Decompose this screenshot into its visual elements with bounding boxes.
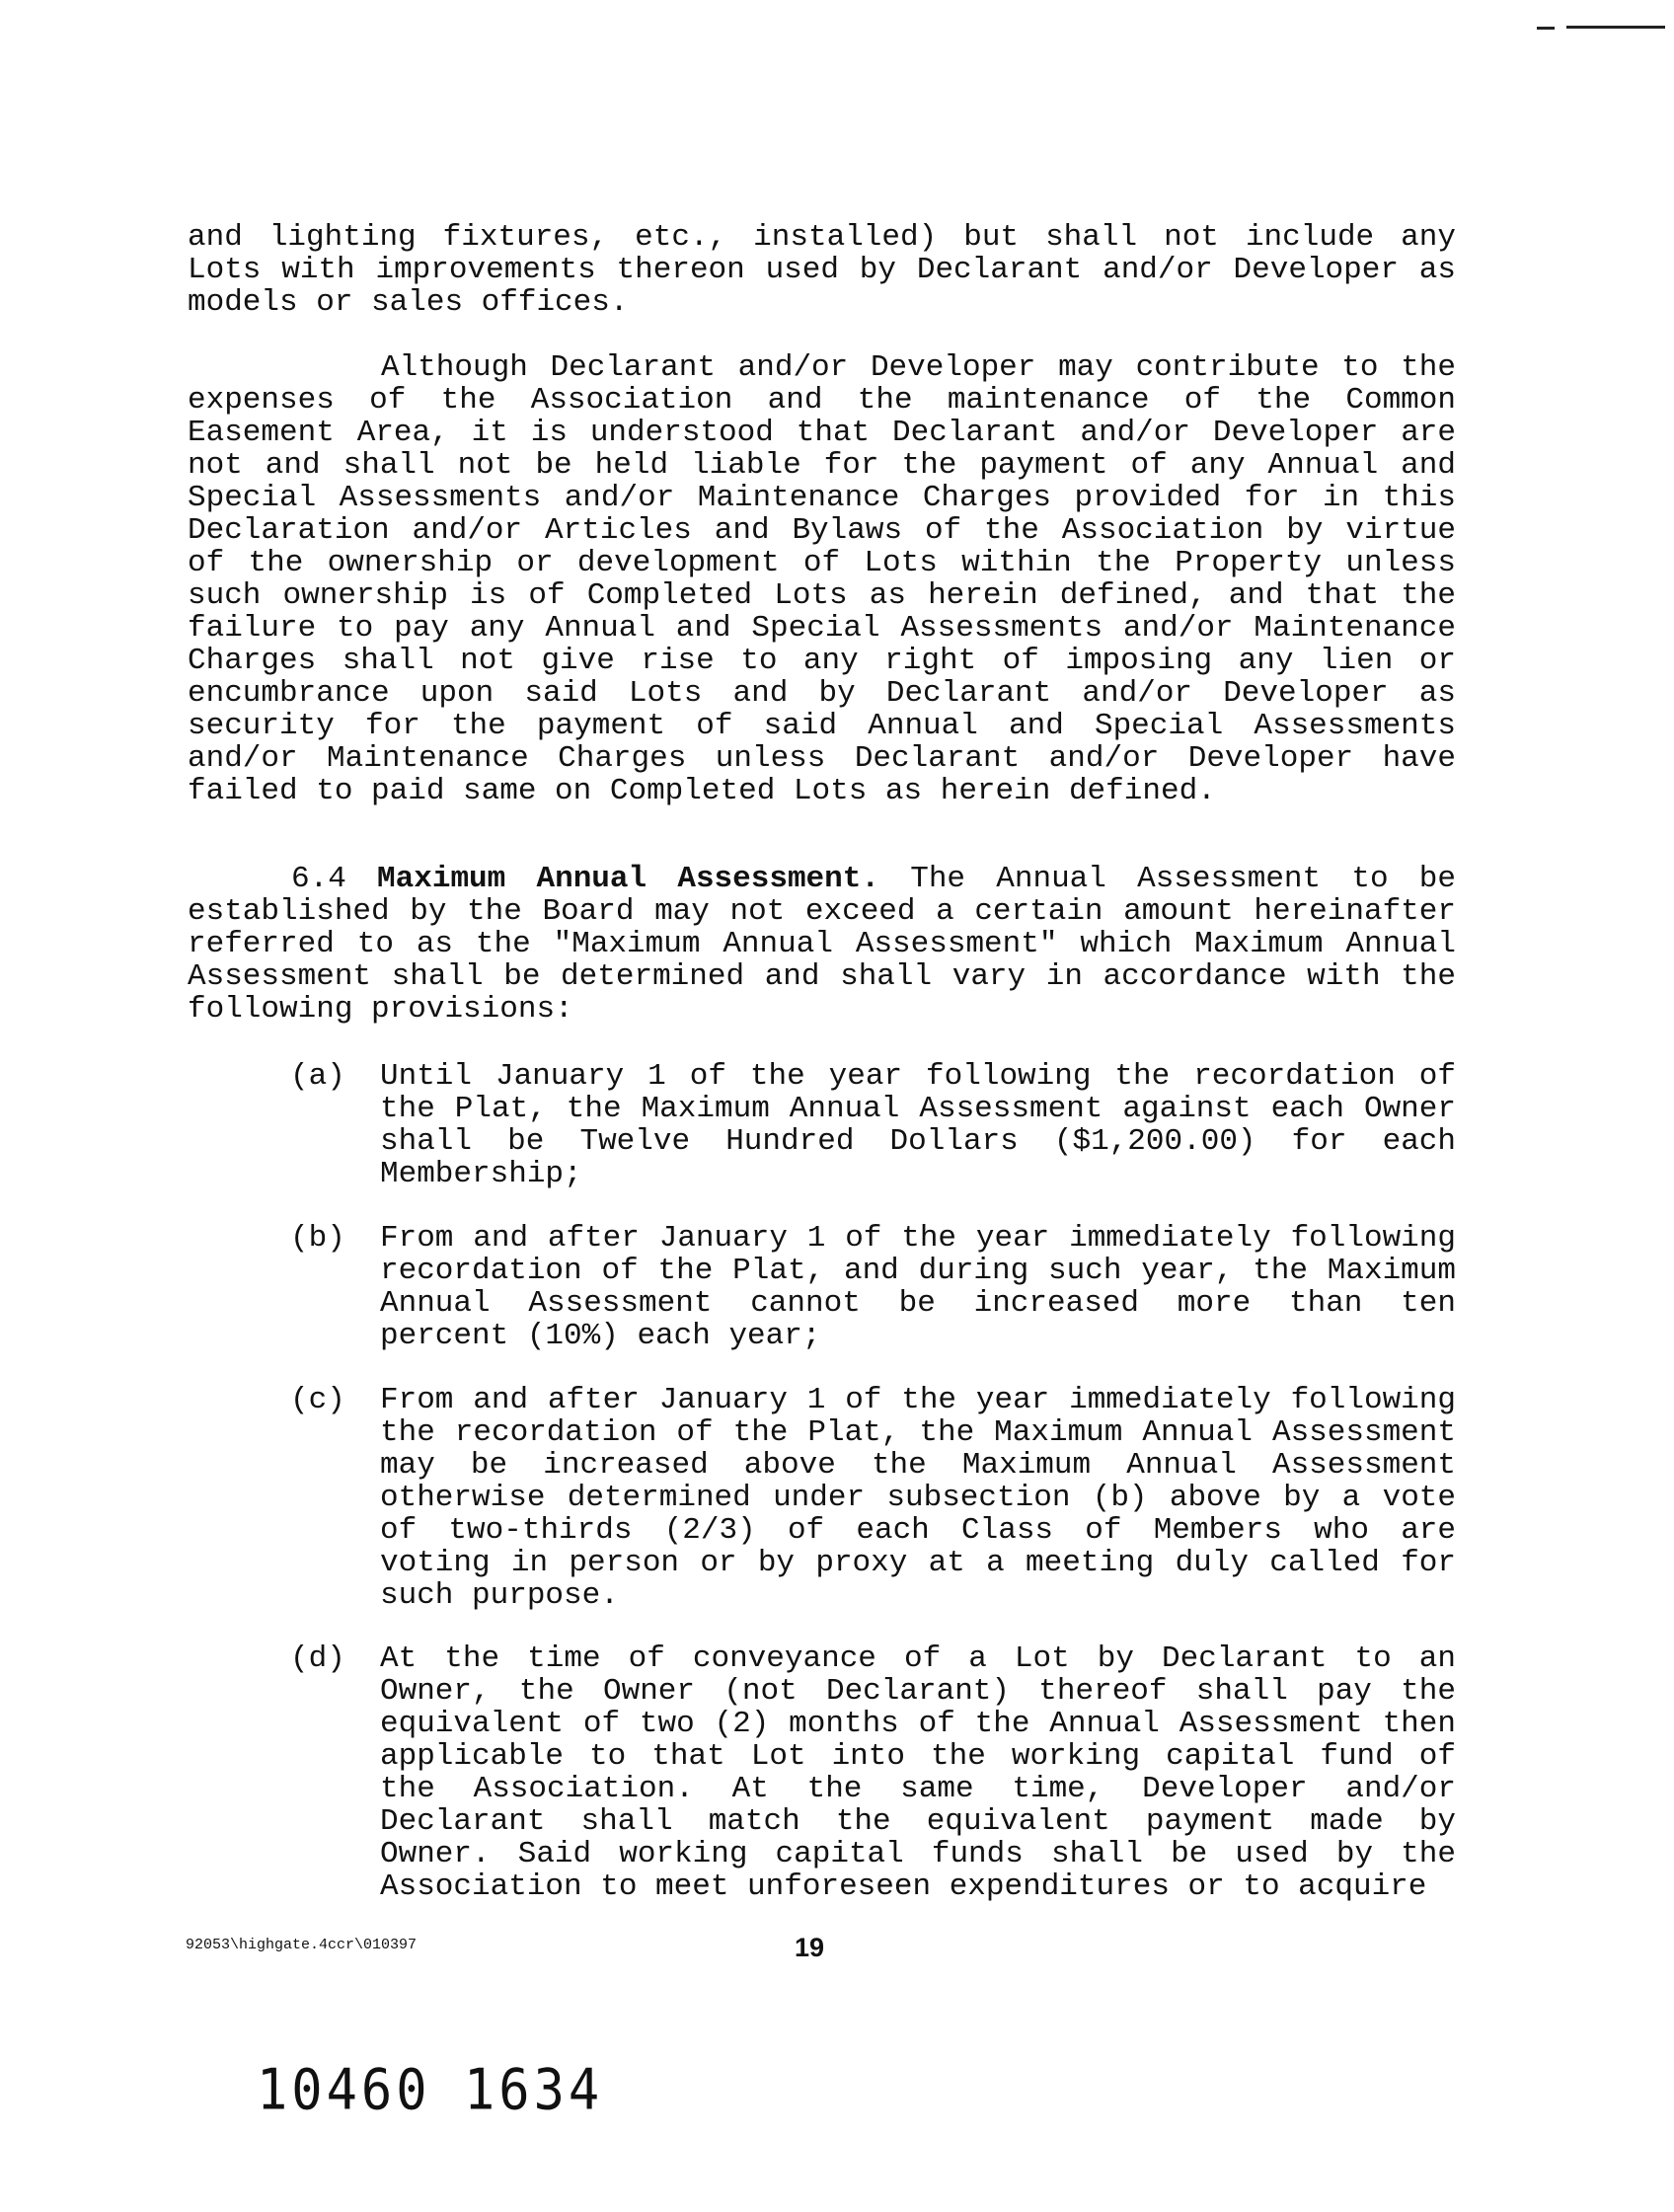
paragraph-continued: and lighting fixtures, etc., installed) but shall not include any Lots with improvements thereon used by Declarant and/or Developer as models or sales offices.: [188, 220, 1456, 320]
item-label: (a): [290, 1059, 345, 1094]
section-6-4: [188, 863, 1456, 1026]
item-label: (b): [290, 1221, 345, 1256]
item-text: At the time of conveyance of a Lot by Declarant to an Owner, the Owner (not Declarant) thereof shall pay the equivalent of two (2) months of the Annual Assessment then applicable to that Lot into the working capital fund of the Association. At the same time, Developer and/or Declarant shall match the equivalent payment made by Owner. Said working capital funds shall be used by the Association to meet unforeseen expenditures or to acquire: [380, 1641, 1456, 1904]
paragraph-declarant-liability: Although Declarant and/or Developer may contribute to the expenses of the Association and the maintenance of the Common Easement Area, it is understood that Declarant and/or Developer are not and shall not be held liable for the payment of any Annual and Special Assessments and/or Maintenance Charges provided for in this Declaration and/or Articles and Bylaws of the Association by virtue of the ownership or development of Lots within the Property unless such ownership is of Completed Lots as herein defined, and that the failure to pay any Annual and Special Assessments and/or Maintenance Charges shall not give rise to any right of imposing any lien or encumbrance upon said Lots and by Declarant and/or Developer as security for the payment of said Annual and Special Assessments and/or Maintenance Charges unless Declarant and/or Developer have failed to paid same on Completed Lots as herein defined.: [188, 350, 1456, 808]
section-body: The Annual Assessment to be established by the Board may not exceed a certain amount hereinafter referred to as the "Maximum Annual Assessment" which Maximum Annual Assessment shall be determined and shall vary in accordance with the following provisions:: [188, 862, 1456, 1027]
file-reference: 92053\highgate.4ccr\010397: [186, 1937, 418, 1953]
recording-book-number: 10460: [257, 2058, 431, 2123]
page-number: 19: [795, 1933, 825, 1962]
recording-page-number: 1634: [464, 2058, 604, 2123]
item-label: (c): [290, 1383, 345, 1417]
section-number: 6.4: [291, 862, 346, 896]
corner-scan-mark: [1537, 26, 1665, 30]
item-label: (d): [290, 1641, 345, 1676]
item-text: From and after January 1 of the year immediately following the recordation of the Plat, the Maximum Annual Assessment may be increased above the Maximum Annual Assessment otherwise determined under subsection (b) above by a vote of two-thirds (2/3) of each Class of Members who are voting in person or by proxy at a meeting duly called for such purpose.: [380, 1383, 1456, 1613]
item-text: Until January 1 of the year following the recordation of the Plat, the Maximum Annual Assessment against each Owner shall be Twelve Hundred Dollars ($1,200.00) for each Membership;: [380, 1059, 1456, 1191]
item-text: From and after January 1 of the year immediately following recordation of the Plat, and during such year, the Maximum Annual Assessment cannot be increased more than ten percent (10%) each year;: [380, 1221, 1456, 1353]
section-title: Maximum Annual Assessment.: [377, 862, 879, 896]
